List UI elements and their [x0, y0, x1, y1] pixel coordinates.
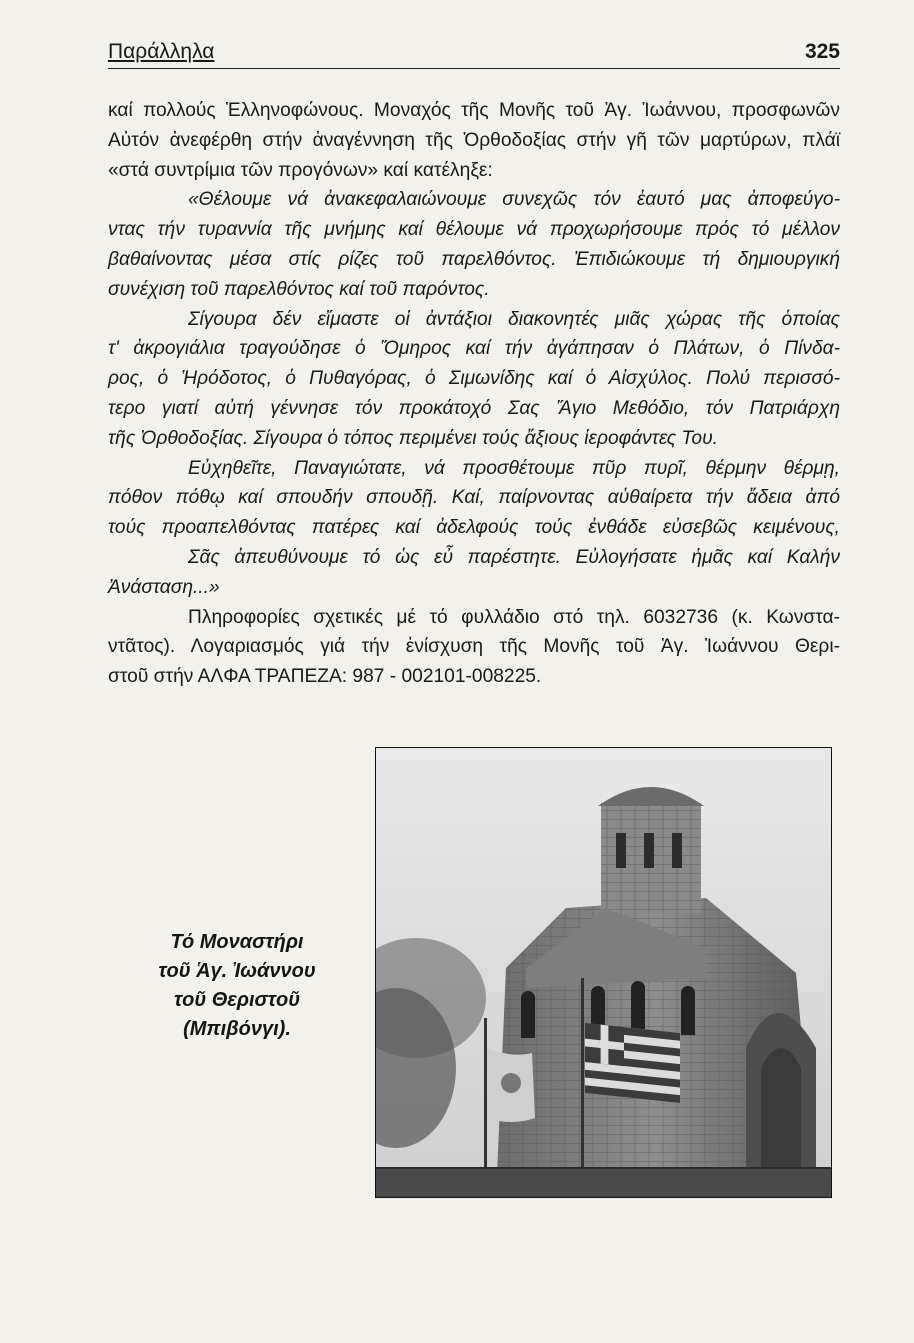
- quote-line: ρος, ὁ Ἡρόδοτος, ὁ Πυθαγόρας, ὁ Σιμωνίδης καί ὁ Αἰσχύλος. Πολύ περισσό-: [108, 368, 840, 390]
- body-text: [108, 96, 840, 692]
- quote-line: βαθαίνοντας μέσα στίς ρίζες τοῦ παρελθόντος. Ἐπιδιώκουμε τή δημιουργική: [108, 248, 840, 270]
- quote-line: Σίγουρα δέν εἴμαστε οἱ ἀντάξιοι διακονητές μιᾶς χώρας τῆς ὁποίας: [188, 308, 840, 330]
- quote-line: τ' ἀκρογιάλια τραγούδησε ὁ Ὅμηρος καί τήν ἀγάπησαν ὁ Πλάτων, ὁ Πίνδα-: [108, 338, 840, 360]
- body-line: Αὐτόν ἀνεφέρθη στήν ἀναγέννηση τῆς Ὀρθοδοξίας στήν γῆ τῶν μαρτύρων, πλάϊ: [108, 129, 840, 151]
- figure-caption: [132, 928, 342, 1044]
- quote-line: Ἀνάσταση...»: [108, 576, 220, 598]
- page-number: 325: [804, 40, 840, 63]
- quote-line: τερο γιατί αὐτή γέννησε τόν προκάτοχό Σας Ἅγιο Μεθόδιο, τόν Πατριάρχη: [108, 397, 840, 419]
- caption-line: τοῦ Ἁγ. Ἰωάννου: [158, 960, 316, 982]
- body-line: «στά συντρίμια τῶν προγόνων» καί κατέληξε:: [108, 159, 493, 181]
- quote-line: τῆς Ὀρθοδοξίας. Σίγουρα ὁ τόπος περιμένει τούς ἄξιους ἱεροφάντες Του.: [108, 427, 718, 449]
- quote-line: ντας τήν τυραννία τῆς μνήμης καί θέλουμε νά προχωρήσουμε πρός τό μέλλον: [108, 219, 840, 241]
- info-line: στοῦ στήν ΑΛΦΑ ΤΡΑΠΕΖΑ: 987 - 002101-008225.: [108, 666, 542, 688]
- page-header: [108, 38, 840, 69]
- quote-line: Σᾶς ἀπευθύνουμε τό ὡς εὖ παρέστητε. Εὐλογήσατε ἡμᾶς καί Καλήν: [188, 546, 840, 568]
- quote-line: Εὐχηθεῖτε, Παναγιώτατε, νά προσθέτουμε πῦρ πυρῖ, θέρμην θέρμῃ,: [188, 457, 840, 479]
- caption-line: τοῦ Θεριστοῦ: [173, 989, 301, 1011]
- monastery-photo: [375, 747, 832, 1198]
- running-title: Παράλληλα: [108, 40, 215, 63]
- info-line: ντᾶτος). Λογαριασμός γιά τήν ἐνίσχυση τῆς Μονῆς τοῦ Ἁγ. Ἰωάννου Θερι-: [108, 636, 840, 658]
- quote-line: «Θέλουμε νά ἀνακεφαλαιώνουμε συνεχῶς τόν ἑαυτό μας ἀποφεύγο-: [188, 189, 840, 211]
- quote-line: τούς προαπελθόντας πατέρες καί ἀδελφούς τούς ἐνθάδε εὐσεβῶς κειμένους,: [108, 517, 840, 539]
- body-line: καί πολλούς Ἑλληνοφώνους. Μοναχός τῆς Μονῆς τοῦ Ἁγ. Ἰωάννου, προσφωνῶν: [108, 100, 840, 121]
- info-line: Πληροφορίες σχετικές μέ τό φυλλάδιο στό τηλ. 6032736 (κ. Κωνστα-: [188, 606, 840, 628]
- caption-line: (Μπιβόνγι).: [183, 1018, 291, 1040]
- quote-line: πόθον πόθῳ καί σπουδήν σπουδῇ. Καί, παίρνοντας αὐθαίρετα τήν ἄδεια ἀπό: [108, 487, 840, 509]
- quote-line: συνέχιση τοῦ παρελθόντος καί τοῦ παρόντος.: [108, 278, 490, 300]
- caption-line: Τό Μοναστήρι: [170, 931, 304, 953]
